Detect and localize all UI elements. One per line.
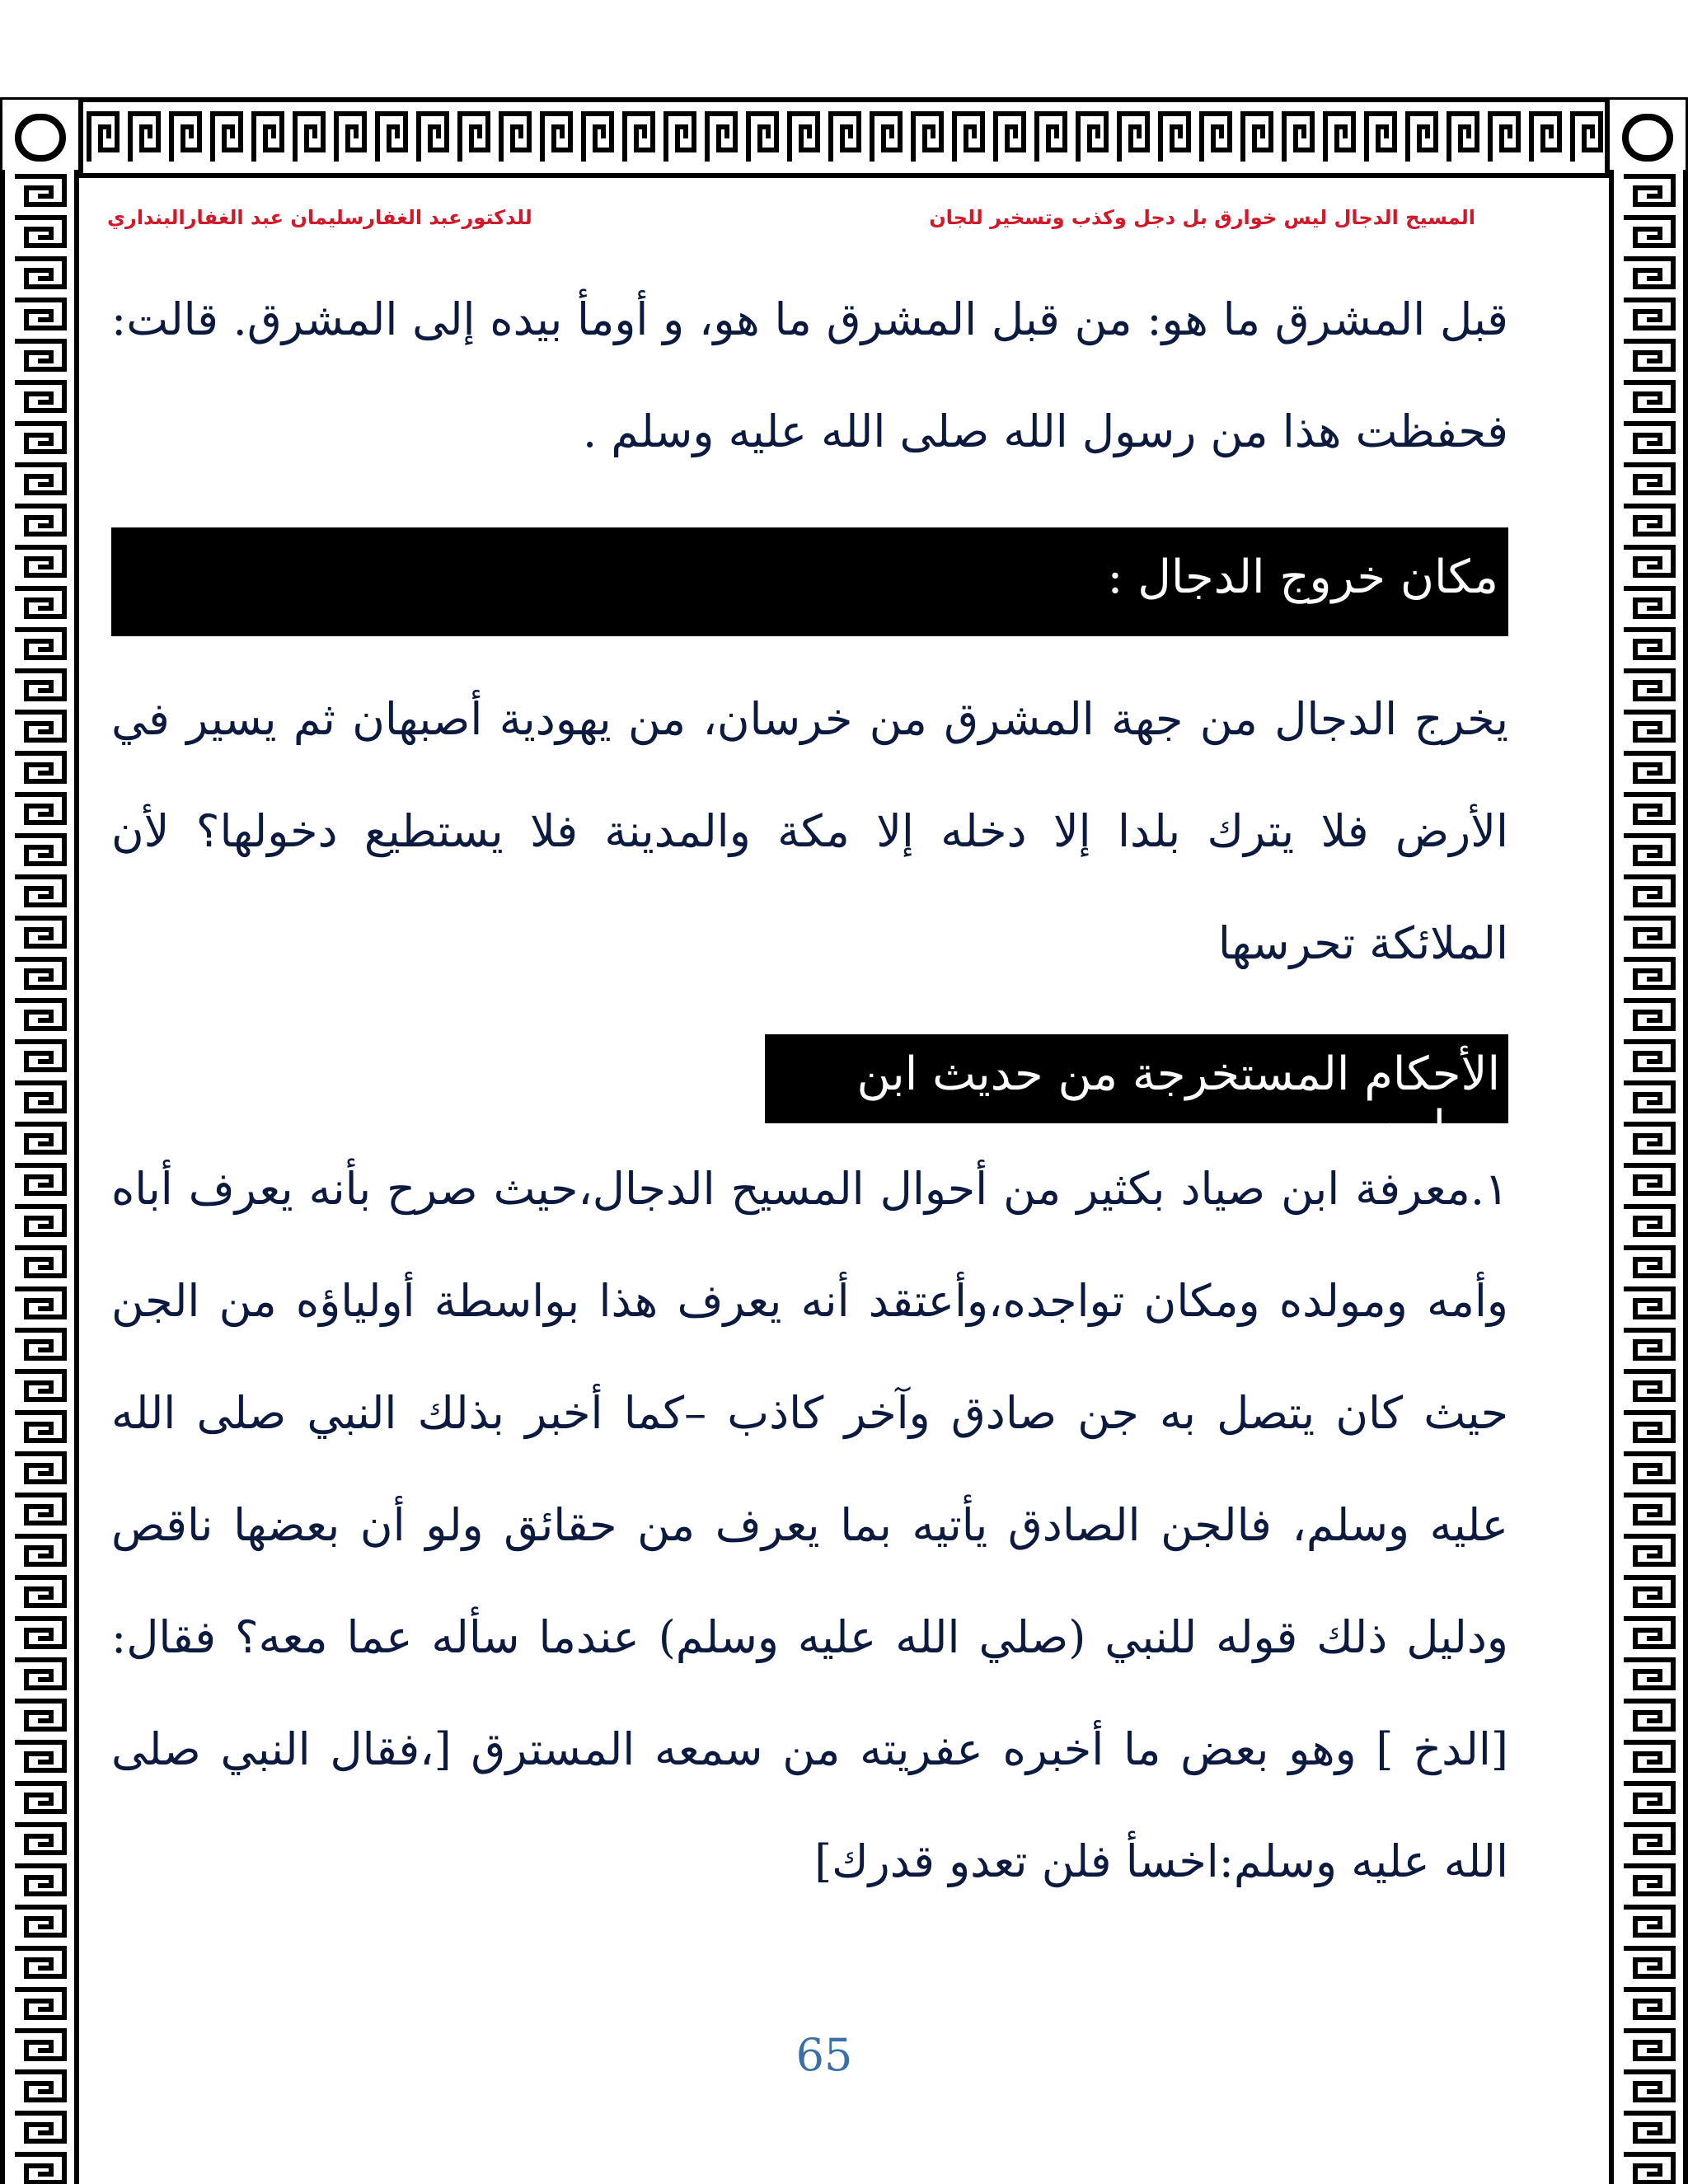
page-number: 65: [795, 2029, 853, 2081]
paragraph-hadith-ending: قبل المشرق ما هو: من قبل المشرق ما هو، و أومأ بيده إلى المشرق. قالت: فحفظت هذا من رسول الله صلى الله عليه وسلم .: [111, 293, 1508, 457]
header-book-title: المسيح الدجال ليس خوارق بل دجل وكذب وتسخير للجان: [929, 206, 1475, 229]
section-heading-ibn-sayyad-rulings: [765, 1034, 1508, 1155]
header-author: للدكتورعبد الغفارسليمان عبد الغفارالبنداري: [107, 206, 532, 229]
paragraph-ibn-sayyad-point-1: ١.معرفة ابن صياد بكثير من أحوال المسيح الدجال،حيث صرح بأنه يعرف أباه وأمه ومولده ومكان تواجده،وأعتقد أنه يعرف هذا بواسطة أولياؤه من الجن حيث كان يتصل به جن صادق وآخر كاذب –كما أخبر بذلك النبي صلى الله عليه وسلم، فالجن الصادق يأتيه بما يعرف من حقائق ولو أن بعضها ناقص ودليل ذلك قوله للنبي (صلي الله عليه وسلم) عندما سأله عما معه؟ فقال:[الدخ ] وهو بعض ما أخبره عفريته من سمعه المسترق [،فقال النبي صلى الله عليه وسلم:اخسأ فلن تعدو قدرك]: [111, 1163, 1508, 1887]
decorative-border-left: [0, 170, 79, 2184]
decorative-border-top: [0, 97, 1688, 178]
section-heading-text: الأحكام المستخرجة من حديث ابن صياد :: [856, 1047, 1500, 1155]
section-heading-dajjal-emergence: [111, 527, 1508, 636]
running-header: [107, 206, 1475, 239]
paragraph-dajjal-emergence: يخرج الدجال من جهة المشرق من خرسان، من يهودية أصبهان ثم يسير في الأرض فلا يترك بلدا إلا دخله إلا مكة والمدينة فلا يستطيع دخولها؟ لأن الملائكة تحرسها: [111, 693, 1508, 969]
decorative-border-right: [1609, 170, 1688, 2184]
section-heading-text: مكان خروج الدجال :: [1107, 551, 1498, 604]
